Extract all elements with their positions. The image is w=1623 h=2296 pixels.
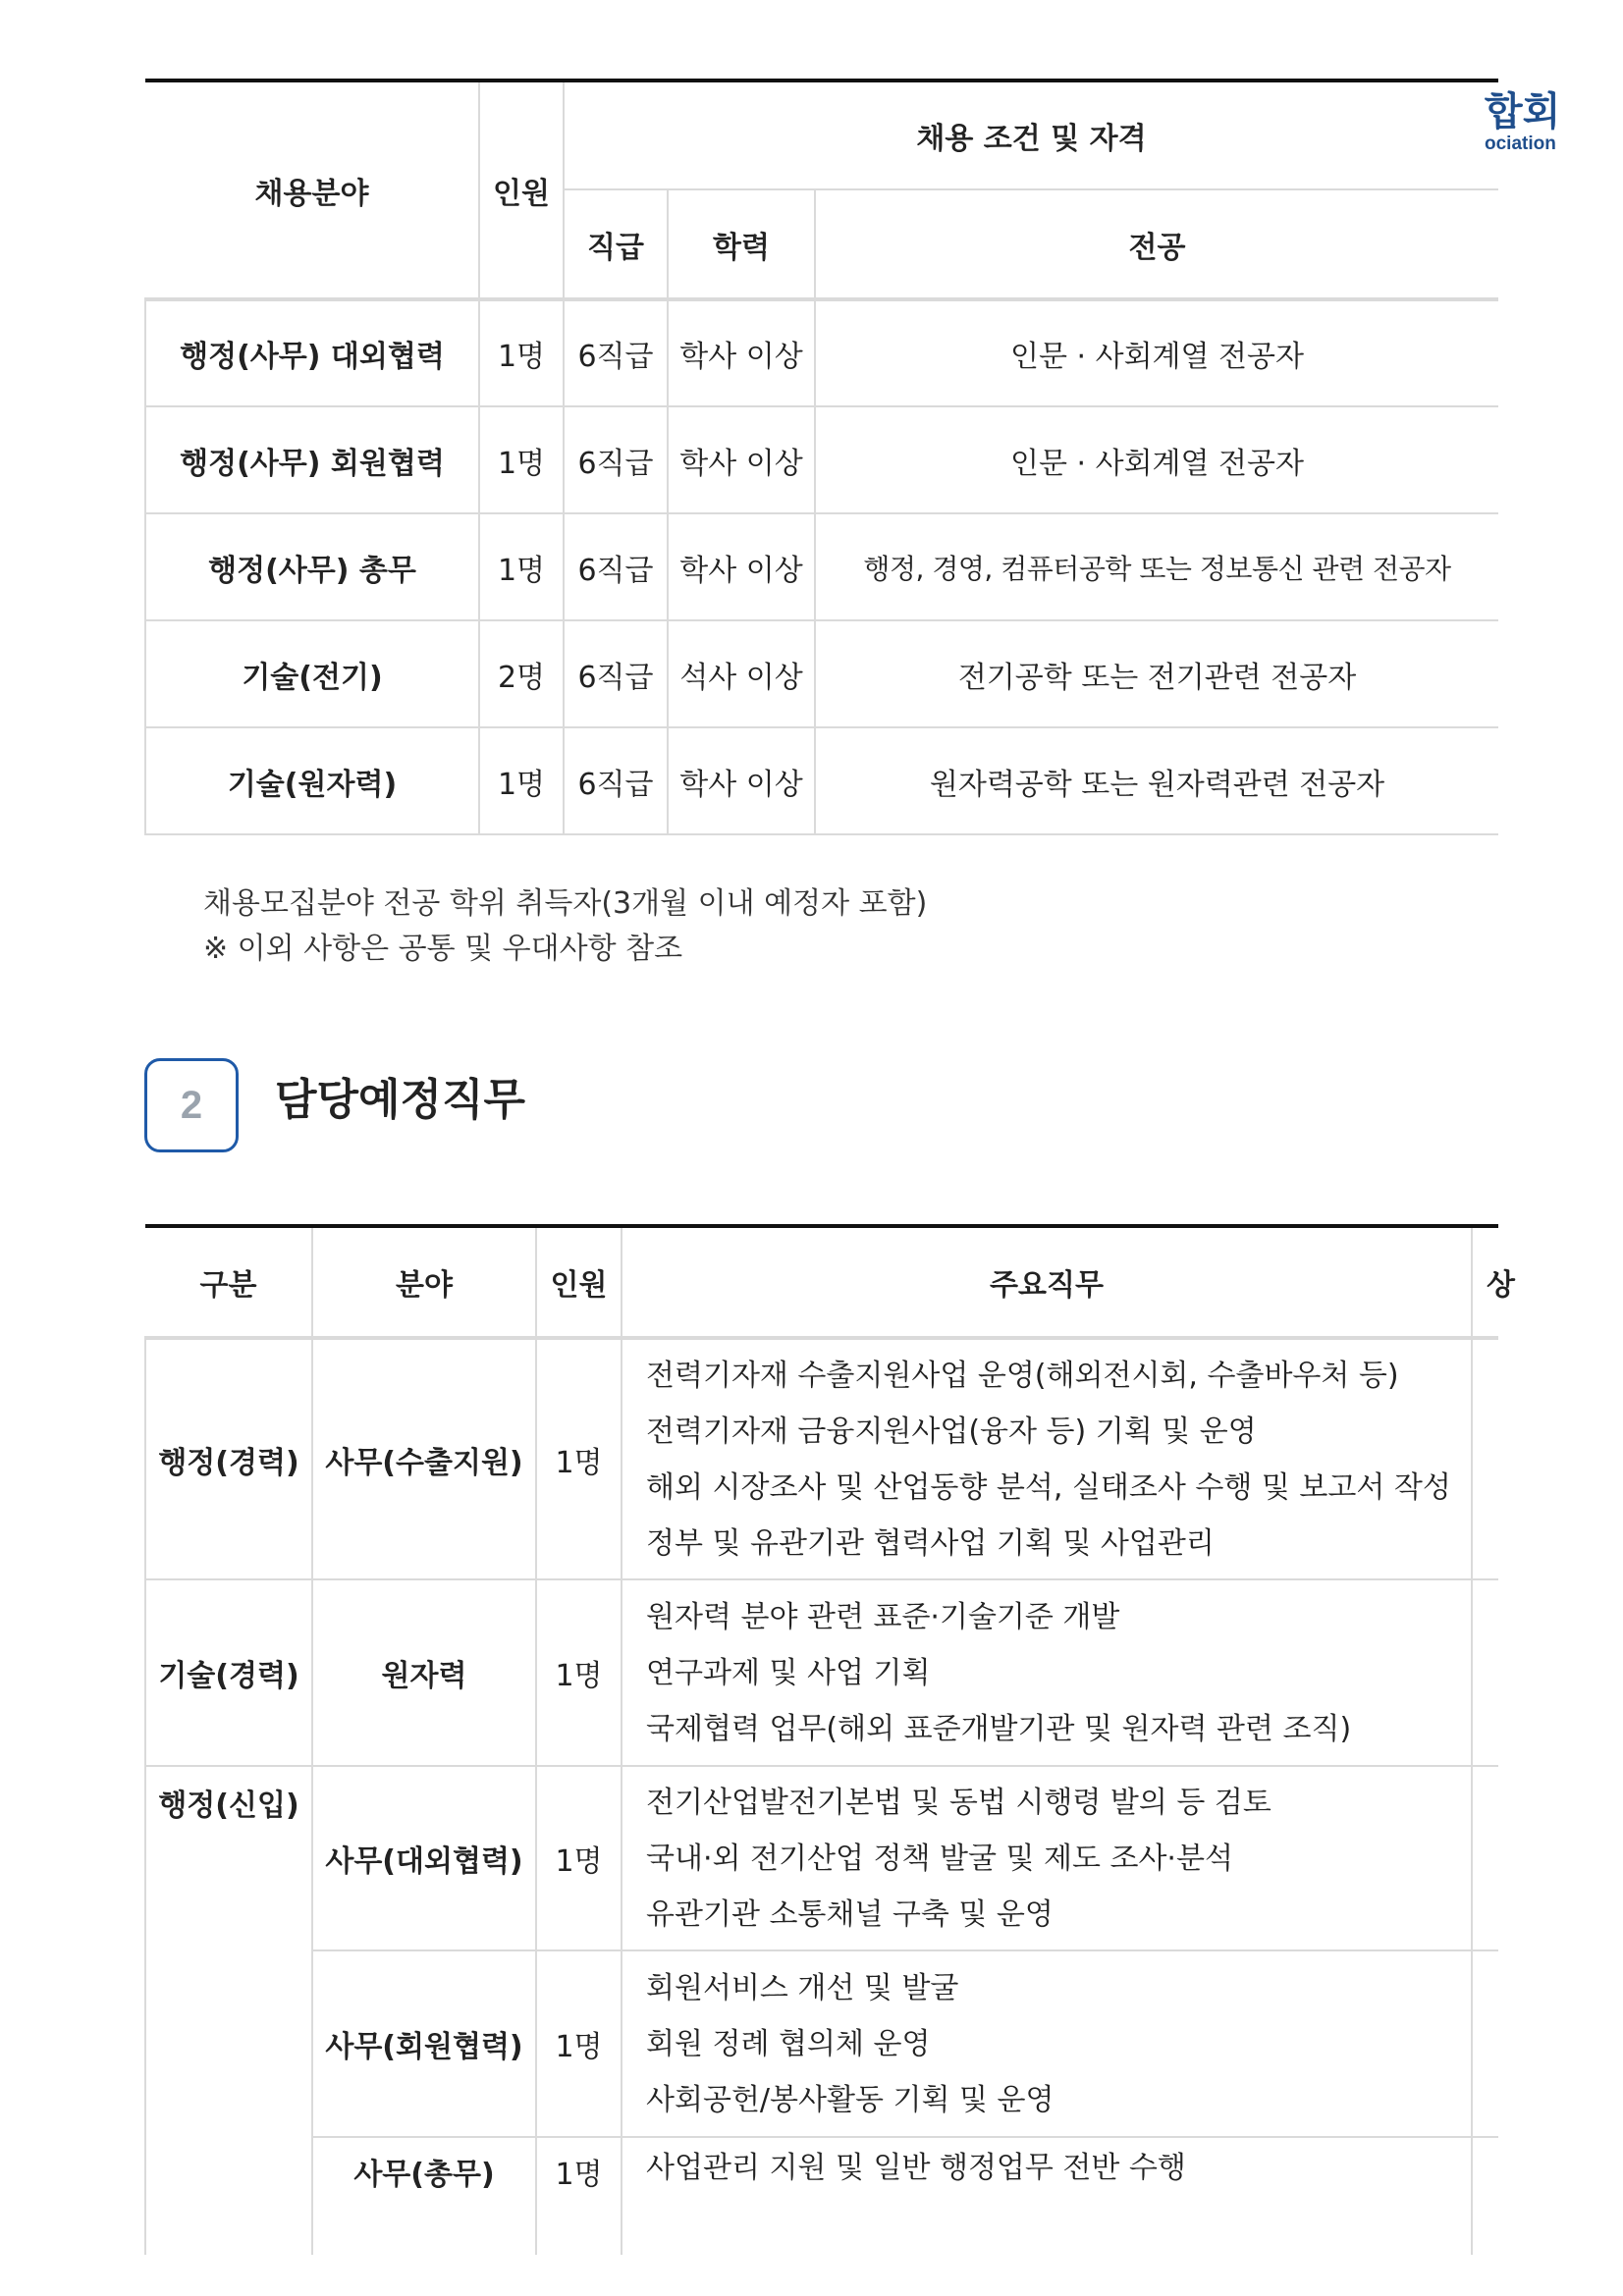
cell-field: 사무(수출지원): [312, 1338, 536, 1579]
cell-extra: [1472, 1766, 1498, 1950]
table-row: [145, 2137, 1498, 2255]
cell-education: 학사 이상: [668, 299, 815, 406]
duty-line: 회원서비스 개선 및 발굴: [646, 1970, 959, 2005]
duty-line: 전기산업발전기본법 및 동법 시행령 발의 등 검토: [646, 1785, 1271, 1820]
cell-extra: [1472, 1579, 1498, 1766]
header-extra: 상: [1472, 1226, 1498, 1338]
recruitment-qualification-table: [144, 79, 1498, 835]
cell-duties: [622, 1338, 1472, 1579]
cell-education: 학사 이상: [668, 406, 815, 513]
cell-education: 학사 이상: [668, 513, 815, 620]
duty-line: 사회공헌/봉사활동 기획 및 운영: [646, 2082, 1055, 2117]
cell-grade: 6직급: [564, 406, 668, 513]
cell-duties: [622, 2137, 1472, 2255]
cell-duties: [622, 1950, 1472, 2137]
table-row: [145, 1579, 1498, 1766]
cell-count: 1명: [536, 2137, 622, 2255]
header-conditions: 채용 조건 및 자격: [564, 80, 1498, 189]
cell-grade: 6직급: [564, 727, 668, 834]
table-row: [145, 406, 1498, 513]
header-education: 학력: [668, 189, 815, 299]
cell-field: 원자력: [312, 1579, 536, 1766]
cell-grade: 6직급: [564, 620, 668, 727]
cell-grade: 6직급: [564, 299, 668, 406]
duty-line: 국제협력 업무(해외 표준개발기관 및 원자력 관련 조직): [646, 1711, 1352, 1746]
table-row: [145, 1950, 1498, 2137]
cell-count: 1명: [536, 1338, 622, 1579]
notes: [203, 881, 927, 972]
cell-field: 행정(사무) 총무: [145, 513, 479, 620]
note-line: ※ 이외 사항은 공통 및 우대사항 참조: [203, 932, 683, 966]
cell-major: 행정, 경영, 컴퓨터공학 또는 정보통신 관련 전공자: [815, 513, 1498, 620]
note-line: 채용모집분야 전공 학위 취득자(3개월 이내 예정자 포함): [203, 886, 928, 921]
cell-duties: [622, 1766, 1472, 1950]
cell-extra: [1472, 1950, 1498, 2137]
duty-line: 해외 시장조사 및 산업동향 분석, 실태조사 수행 및 보고서 작성: [646, 1469, 1451, 1505]
cell-category: 기술(경력): [145, 1579, 312, 1766]
header-field: 채용분야: [145, 80, 479, 299]
cell-field: 사무(총무): [312, 2137, 536, 2255]
table-row: [145, 1338, 1498, 1579]
cell-count: 1명: [479, 299, 564, 406]
section-number-badge: 2: [144, 1058, 239, 1152]
cell-field: 행정(사무) 회원협력: [145, 406, 479, 513]
header-count: 인원: [536, 1226, 622, 1338]
cell-major: 원자력공학 또는 원자력관련 전공자: [815, 727, 1498, 834]
table-row: [145, 1766, 1498, 1950]
cell-count: 1명: [479, 727, 564, 834]
cell-extra: [1472, 1338, 1498, 1579]
cell-field: 행정(사무) 대외협력: [145, 299, 479, 406]
duty-line: 회원 정례 협의체 운영: [646, 2026, 931, 2061]
duty-line: 사업관리 지원 및 일반 행정업무 전반 수행: [646, 2151, 1186, 2185]
cell-count: 1명: [536, 1579, 622, 1766]
duty-line: 국내·외 전기산업 정책 발굴 및 제도 조사·분석: [646, 1841, 1233, 1876]
cell-count: 1명: [479, 513, 564, 620]
duty-line: 정부 및 유관기관 협력사업 기획 및 사업관리: [646, 1525, 1215, 1561]
table-row: [145, 299, 1498, 406]
cell-field: 기술(전기): [145, 620, 479, 727]
cell-count: 1명: [536, 1950, 622, 2137]
cell-education: 학사 이상: [668, 727, 815, 834]
cell-category: 행정(신입): [145, 1766, 312, 2255]
table-row: [145, 513, 1498, 620]
header-major: 전공: [815, 189, 1498, 299]
header-count: 인원: [479, 80, 564, 299]
cell-count: 2명: [479, 620, 564, 727]
header-duties: 주요직무: [622, 1226, 1472, 1338]
duty-line: 원자력 분야 관련 표준·기술기준 개발: [646, 1599, 1120, 1634]
cell-category: 행정(경력): [145, 1338, 312, 1579]
duty-line: 전력기자재 금융지원사업(융자 등) 기획 및 운영: [646, 1414, 1257, 1449]
cell-major: 인문 · 사회계열 전공자: [815, 299, 1498, 406]
cell-duties: [622, 1579, 1472, 1766]
cell-count: 1명: [536, 1766, 622, 1950]
cell-field: 사무(대외협력): [312, 1766, 536, 1950]
table-row: [145, 620, 1498, 727]
job-duties-table: [144, 1224, 1515, 2255]
logo-text-line1: 합회: [1485, 90, 1561, 133]
header-field: 분야: [312, 1226, 536, 1338]
cell-field: 사무(회원협력): [312, 1950, 536, 2137]
cell-count: 1명: [479, 406, 564, 513]
table-row: [145, 727, 1498, 834]
section-title: 담당예정직무: [275, 1075, 526, 1125]
duty-line: 전력기자재 수출지원사업 운영(해외전시회, 수출바우처 등): [646, 1358, 1399, 1393]
duty-line: 연구과제 및 사업 기획: [646, 1655, 931, 1690]
logo-text-line2: ociation: [1485, 133, 1556, 154]
organization-logo: [1485, 90, 1623, 165]
cell-major: 전기공학 또는 전기관련 전공자: [815, 620, 1498, 727]
cell-grade: 6직급: [564, 513, 668, 620]
cell-education: 석사 이상: [668, 620, 815, 727]
cell-major: 인문 · 사회계열 전공자: [815, 406, 1498, 513]
header-category: 구분: [145, 1226, 312, 1338]
duty-line: 유관기관 소통채널 구축 및 운영: [646, 1896, 1054, 1932]
cell-extra: [1472, 2137, 1498, 2255]
cell-field: 기술(원자력): [145, 727, 479, 834]
header-grade: 직급: [564, 189, 668, 299]
